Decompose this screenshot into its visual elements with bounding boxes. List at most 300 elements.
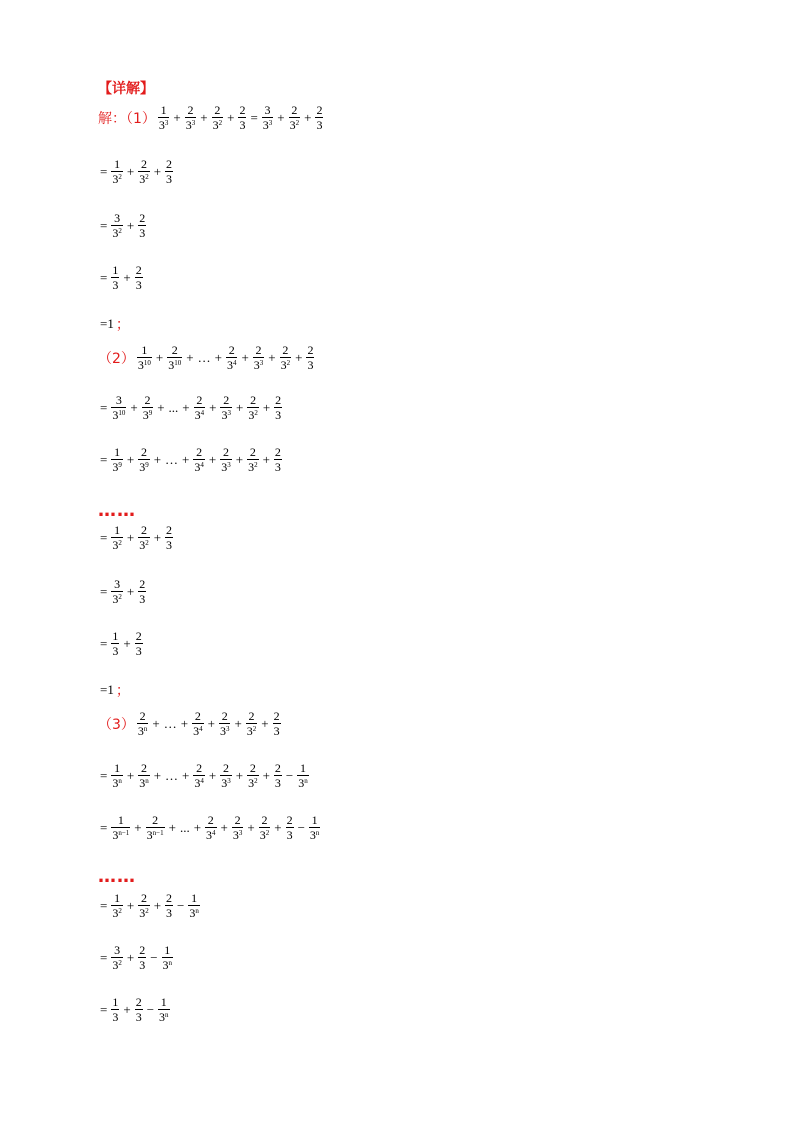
numerator: 2 bbox=[261, 813, 268, 827]
exponent: 2 bbox=[118, 593, 122, 601]
numerator: 1 bbox=[300, 761, 306, 775]
numerator: 2 bbox=[248, 709, 255, 723]
numerator: 2 bbox=[171, 343, 178, 357]
fraction bbox=[135, 630, 143, 658]
denominator-base: 3 bbox=[112, 776, 119, 790]
numerator: 2 bbox=[194, 709, 201, 723]
exponent: 2 bbox=[118, 907, 122, 915]
fraction bbox=[297, 762, 309, 790]
denominator bbox=[165, 171, 173, 186]
math-operator: … bbox=[165, 768, 179, 783]
denominator-base: 3 bbox=[275, 408, 282, 422]
math-operator: + bbox=[182, 400, 190, 415]
denominator-base: 3 bbox=[262, 118, 269, 132]
denominator-base: 3 bbox=[239, 118, 246, 132]
label-text: （3） bbox=[98, 717, 135, 733]
denominator bbox=[138, 591, 146, 606]
denominator-base: 3 bbox=[159, 1010, 166, 1024]
math-operator: + bbox=[235, 452, 244, 467]
fraction bbox=[165, 892, 173, 920]
math-operator: + bbox=[261, 716, 269, 731]
denominator-base: 3 bbox=[221, 408, 228, 422]
numerator: 2 bbox=[135, 263, 142, 277]
denominator bbox=[111, 905, 123, 920]
fraction bbox=[289, 104, 301, 132]
numerator: 2 bbox=[139, 211, 146, 225]
exponent: n bbox=[315, 829, 320, 837]
math-operator: + bbox=[209, 400, 217, 415]
denominator bbox=[306, 357, 314, 372]
numerator: 2 bbox=[140, 891, 147, 905]
math-operator: = bbox=[100, 820, 108, 835]
denominator bbox=[232, 827, 244, 842]
fraction bbox=[111, 212, 123, 240]
numerator: 2 bbox=[139, 709, 146, 723]
exponent: 2 bbox=[254, 461, 258, 469]
math-line bbox=[98, 446, 284, 474]
math-line bbox=[98, 500, 136, 521]
denominator bbox=[137, 357, 152, 372]
denominator-base: 3 bbox=[189, 906, 196, 920]
fraction bbox=[111, 892, 123, 920]
fraction bbox=[220, 446, 232, 474]
denominator-base: 3 bbox=[139, 776, 146, 790]
math-operator: + bbox=[126, 530, 135, 545]
fraction bbox=[253, 344, 265, 372]
math-operator: + bbox=[153, 768, 162, 783]
denominator-base: 3 bbox=[221, 776, 228, 790]
exponent: 2 bbox=[254, 409, 258, 417]
denominator-base: 3 bbox=[112, 226, 119, 240]
fraction bbox=[146, 814, 165, 842]
numerator: 3 bbox=[114, 943, 121, 957]
fraction bbox=[137, 710, 149, 738]
math-operator: + bbox=[123, 636, 131, 651]
math-operator: + bbox=[155, 350, 164, 365]
exponent: n−1 bbox=[152, 829, 164, 837]
numerator: 1 bbox=[117, 813, 124, 827]
numerator: 2 bbox=[275, 393, 282, 407]
math-line bbox=[98, 680, 130, 700]
exponent: n bbox=[118, 777, 122, 785]
numerator: 2 bbox=[234, 813, 241, 827]
math-operator: + bbox=[227, 110, 235, 125]
math-operator: + bbox=[126, 452, 135, 467]
math-operator: + bbox=[126, 898, 135, 913]
math-operator: + bbox=[153, 530, 162, 545]
denominator-base: 3 bbox=[185, 118, 192, 132]
denominator bbox=[280, 357, 292, 372]
numerator: 2 bbox=[223, 393, 230, 407]
numerator: 2 bbox=[274, 761, 281, 775]
denominator-base: 3 bbox=[139, 958, 146, 972]
math-operator: + bbox=[126, 950, 135, 965]
denominator-base: 3 bbox=[137, 358, 144, 372]
math-operator: + bbox=[126, 164, 135, 179]
exponent: 2 bbox=[295, 119, 300, 127]
math-line bbox=[98, 762, 311, 790]
exponent: 4 bbox=[232, 359, 237, 367]
numerator: 2 bbox=[140, 445, 147, 459]
label-text: …… bbox=[98, 500, 136, 521]
fraction bbox=[137, 344, 152, 372]
fraction bbox=[165, 524, 173, 552]
exponent: n bbox=[304, 777, 308, 785]
math-operator: + bbox=[182, 768, 190, 783]
exponent: 9 bbox=[148, 409, 153, 417]
fraction bbox=[138, 944, 146, 972]
denominator bbox=[274, 459, 282, 474]
math-operator: = bbox=[100, 768, 108, 783]
denominator-base: 3 bbox=[112, 958, 119, 972]
math-operator: ... bbox=[168, 400, 179, 415]
fraction bbox=[142, 394, 154, 422]
label-text: ； bbox=[115, 317, 130, 333]
fraction bbox=[135, 264, 143, 292]
denominator bbox=[247, 407, 259, 422]
fraction bbox=[138, 892, 150, 920]
math-operator: = bbox=[100, 950, 108, 965]
exponent: 2 bbox=[286, 359, 291, 367]
fraction bbox=[111, 524, 123, 552]
denominator-base: 3 bbox=[248, 776, 255, 790]
fraction bbox=[111, 446, 123, 474]
fraction bbox=[219, 710, 231, 738]
denominator-base: 3 bbox=[274, 776, 281, 790]
fraction bbox=[273, 710, 281, 738]
math-operator: + bbox=[200, 110, 208, 125]
denominator bbox=[274, 407, 282, 422]
math-operator: =1 bbox=[100, 682, 114, 697]
fraction bbox=[111, 996, 119, 1024]
denominator bbox=[142, 407, 154, 422]
numerator: 2 bbox=[166, 523, 173, 537]
math-operator: + bbox=[134, 820, 142, 835]
denominator bbox=[138, 957, 146, 972]
math-line bbox=[98, 394, 284, 422]
denominator bbox=[138, 459, 150, 474]
math-operator: = bbox=[100, 584, 108, 599]
fraction bbox=[205, 814, 217, 842]
denominator-base: 3 bbox=[206, 828, 213, 842]
numerator: 2 bbox=[135, 629, 142, 643]
fraction bbox=[247, 394, 259, 422]
denominator-base: 3 bbox=[280, 358, 287, 372]
math-operator: + bbox=[274, 820, 282, 835]
exponent: n bbox=[145, 777, 149, 785]
numerator: 2 bbox=[139, 943, 146, 957]
denominator-base: 3 bbox=[166, 538, 173, 552]
denominator-base: 3 bbox=[273, 724, 280, 738]
math-operator: … bbox=[197, 350, 211, 365]
fraction bbox=[138, 446, 150, 474]
math-operator: + bbox=[180, 716, 189, 731]
denominator bbox=[138, 537, 150, 552]
numerator: 2 bbox=[140, 523, 147, 537]
math-operator: + bbox=[157, 400, 165, 415]
numerator: 2 bbox=[228, 343, 235, 357]
fraction bbox=[158, 104, 170, 132]
denominator bbox=[111, 277, 119, 292]
math-operator: + bbox=[126, 584, 135, 599]
math-operator: ... bbox=[179, 820, 190, 835]
denominator bbox=[146, 827, 165, 842]
numerator: 2 bbox=[152, 813, 159, 827]
fraction bbox=[226, 344, 238, 372]
math-operator: =1 bbox=[100, 316, 114, 331]
exponent: n bbox=[195, 907, 199, 915]
math-operator: + bbox=[234, 716, 242, 731]
math-operator: … bbox=[163, 716, 177, 731]
exponent: 2 bbox=[145, 173, 149, 181]
denominator-base: 3 bbox=[146, 828, 153, 842]
numerator: 2 bbox=[144, 393, 151, 407]
exponent: 4 bbox=[212, 829, 216, 837]
exponent: 4 bbox=[200, 461, 204, 469]
math-operator: + bbox=[182, 452, 190, 467]
numerator: 1 bbox=[311, 813, 318, 827]
math-operator: + bbox=[247, 820, 255, 835]
exponent: n bbox=[165, 1011, 169, 1019]
math-operator: + bbox=[241, 350, 249, 365]
math-operator: + bbox=[208, 452, 217, 467]
math-operator: + bbox=[186, 350, 194, 365]
fraction bbox=[274, 446, 282, 474]
numerator: 2 bbox=[196, 445, 203, 459]
numerator: 2 bbox=[282, 343, 289, 357]
numerator: 1 bbox=[114, 523, 121, 537]
exponent: 2 bbox=[145, 539, 149, 547]
fraction bbox=[247, 446, 259, 474]
math-line bbox=[98, 344, 316, 372]
label-text: （2） bbox=[98, 351, 135, 367]
math-operator: + bbox=[235, 400, 244, 415]
math-operator: + bbox=[126, 768, 135, 783]
denominator bbox=[297, 775, 309, 790]
math-line bbox=[98, 630, 145, 658]
denominator-base: 3 bbox=[212, 118, 219, 132]
math-operator: + bbox=[268, 350, 276, 365]
fraction bbox=[162, 944, 174, 972]
numerator: 2 bbox=[316, 103, 323, 117]
fraction bbox=[194, 394, 206, 422]
fraction bbox=[247, 762, 259, 790]
denominator-base: 3 bbox=[139, 226, 146, 240]
fraction bbox=[306, 344, 314, 372]
exponent: 3 bbox=[268, 119, 273, 127]
denominator-base: 3 bbox=[194, 408, 201, 422]
numerator: 2 bbox=[221, 709, 228, 723]
denominator-base: 3 bbox=[168, 358, 175, 372]
denominator bbox=[111, 537, 123, 552]
numerator: 2 bbox=[307, 343, 314, 357]
denominator-base: 3 bbox=[139, 538, 146, 552]
math-operator: = bbox=[100, 270, 108, 285]
denominator-base: 3 bbox=[139, 592, 146, 606]
numerator: 1 bbox=[112, 263, 119, 277]
denominator-base: 3 bbox=[259, 828, 266, 842]
denominator bbox=[135, 1009, 143, 1024]
numerator: 2 bbox=[239, 103, 246, 117]
denominator-base: 3 bbox=[194, 460, 201, 474]
exponent: 4 bbox=[199, 725, 203, 733]
exponent: 3 bbox=[227, 461, 231, 469]
section-heading: 【详解】 bbox=[98, 81, 154, 97]
fraction bbox=[138, 762, 150, 790]
denominator bbox=[162, 957, 174, 972]
exponent: 9 bbox=[145, 461, 149, 469]
denominator-base: 3 bbox=[274, 460, 281, 474]
label-text: …… bbox=[98, 866, 136, 887]
denominator bbox=[193, 775, 205, 790]
numerator: 3 bbox=[114, 211, 121, 225]
denominator-base: 3 bbox=[309, 828, 316, 842]
denominator-base: 3 bbox=[219, 724, 226, 738]
fraction bbox=[111, 158, 123, 186]
numerator: 2 bbox=[196, 393, 203, 407]
math-line bbox=[98, 264, 145, 292]
math-operator: = bbox=[100, 636, 108, 651]
math-operator: + bbox=[130, 400, 138, 415]
exponent: 10 bbox=[143, 359, 151, 367]
exponent: n bbox=[168, 959, 173, 967]
math-operator: = bbox=[100, 1002, 108, 1017]
numerator: 3 bbox=[114, 577, 121, 591]
numerator: 1 bbox=[160, 103, 167, 117]
fraction bbox=[167, 344, 182, 372]
denominator bbox=[226, 357, 238, 372]
denominator-base: 3 bbox=[253, 358, 260, 372]
fraction bbox=[138, 212, 146, 240]
denominator-base: 3 bbox=[139, 172, 146, 186]
denominator bbox=[246, 723, 258, 738]
exponent: 10 bbox=[174, 359, 182, 367]
numerator: 3 bbox=[264, 103, 271, 117]
numerator: 2 bbox=[222, 445, 229, 459]
denominator bbox=[135, 643, 143, 658]
exponent: 2 bbox=[252, 725, 257, 733]
math-operator: + bbox=[214, 350, 222, 365]
denominator bbox=[193, 459, 205, 474]
fraction bbox=[111, 762, 123, 790]
math-operator: + bbox=[123, 270, 131, 285]
denominator-base: 3 bbox=[307, 358, 314, 372]
denominator bbox=[185, 117, 197, 132]
denominator-base: 3 bbox=[246, 724, 253, 738]
denominator bbox=[247, 775, 259, 790]
numerator: 2 bbox=[196, 761, 203, 775]
math-operator: = bbox=[100, 400, 108, 415]
fraction bbox=[165, 158, 173, 186]
denominator bbox=[138, 775, 150, 790]
denominator-base: 3 bbox=[112, 906, 119, 920]
math-line bbox=[98, 892, 202, 920]
fraction bbox=[309, 814, 321, 842]
numerator: 2 bbox=[140, 761, 147, 775]
denominator-base: 3 bbox=[112, 644, 119, 658]
fraction bbox=[220, 762, 232, 790]
denominator bbox=[135, 277, 143, 292]
numerator: 1 bbox=[114, 445, 121, 459]
math-operator: + bbox=[304, 110, 312, 125]
denominator-base: 3 bbox=[112, 1010, 119, 1024]
fraction bbox=[111, 814, 130, 842]
denominator-base: 3 bbox=[112, 828, 119, 842]
label-text: 解：（1） bbox=[98, 111, 156, 127]
math-operator: + bbox=[126, 218, 135, 233]
denominator bbox=[138, 225, 146, 240]
math-operator: + bbox=[235, 768, 244, 783]
math-line bbox=[98, 158, 175, 186]
numerator: 2 bbox=[166, 891, 173, 905]
denominator bbox=[262, 117, 274, 132]
fraction bbox=[111, 630, 119, 658]
fraction bbox=[158, 996, 170, 1024]
math-operator: + bbox=[262, 768, 270, 783]
denominator-base: 3 bbox=[286, 828, 293, 842]
denominator-base: 3 bbox=[139, 906, 146, 920]
math-operator: = bbox=[100, 218, 108, 233]
denominator bbox=[273, 723, 281, 738]
numerator: 1 bbox=[112, 995, 119, 1009]
math-operator: = bbox=[250, 110, 258, 125]
denominator-base: 3 bbox=[289, 118, 296, 132]
label-text: ； bbox=[115, 683, 130, 699]
numerator: 2 bbox=[249, 761, 256, 775]
math-operator: + bbox=[153, 164, 162, 179]
math-operator: + bbox=[153, 452, 162, 467]
math-operator: + bbox=[173, 110, 181, 125]
math-line bbox=[98, 710, 283, 738]
denominator bbox=[309, 827, 321, 842]
math-operator: … bbox=[165, 452, 179, 467]
exponent: 3 bbox=[164, 119, 169, 127]
math-operator: + bbox=[220, 820, 228, 835]
math-line bbox=[98, 944, 175, 972]
fraction bbox=[138, 524, 150, 552]
denominator bbox=[192, 723, 204, 738]
math-operator: − bbox=[285, 768, 294, 783]
denominator bbox=[158, 1009, 170, 1024]
exponent: 2 bbox=[265, 829, 270, 837]
denominator-base: 3 bbox=[112, 408, 119, 422]
fraction bbox=[193, 446, 205, 474]
fraction bbox=[259, 814, 271, 842]
math-line bbox=[98, 314, 130, 334]
fraction bbox=[286, 814, 294, 842]
denominator-base: 3 bbox=[112, 172, 119, 186]
numerator: 2 bbox=[166, 157, 173, 171]
math-operator: − bbox=[177, 898, 185, 913]
fraction bbox=[135, 996, 143, 1024]
exponent: n−1 bbox=[118, 829, 130, 837]
fraction bbox=[193, 762, 205, 790]
denominator-base: 3 bbox=[194, 776, 201, 790]
denominator-base: 3 bbox=[298, 776, 305, 790]
denominator bbox=[137, 723, 149, 738]
numerator: 2 bbox=[255, 343, 262, 357]
numerator: 1 bbox=[191, 891, 198, 905]
denominator bbox=[111, 775, 123, 790]
exponent: 2 bbox=[118, 173, 122, 181]
denominator-base: 3 bbox=[158, 118, 165, 132]
numerator: 2 bbox=[273, 709, 280, 723]
numerator: 1 bbox=[112, 629, 119, 643]
exponent: n bbox=[143, 725, 148, 733]
fraction bbox=[185, 104, 197, 132]
denominator bbox=[111, 171, 123, 186]
denominator bbox=[111, 407, 126, 422]
